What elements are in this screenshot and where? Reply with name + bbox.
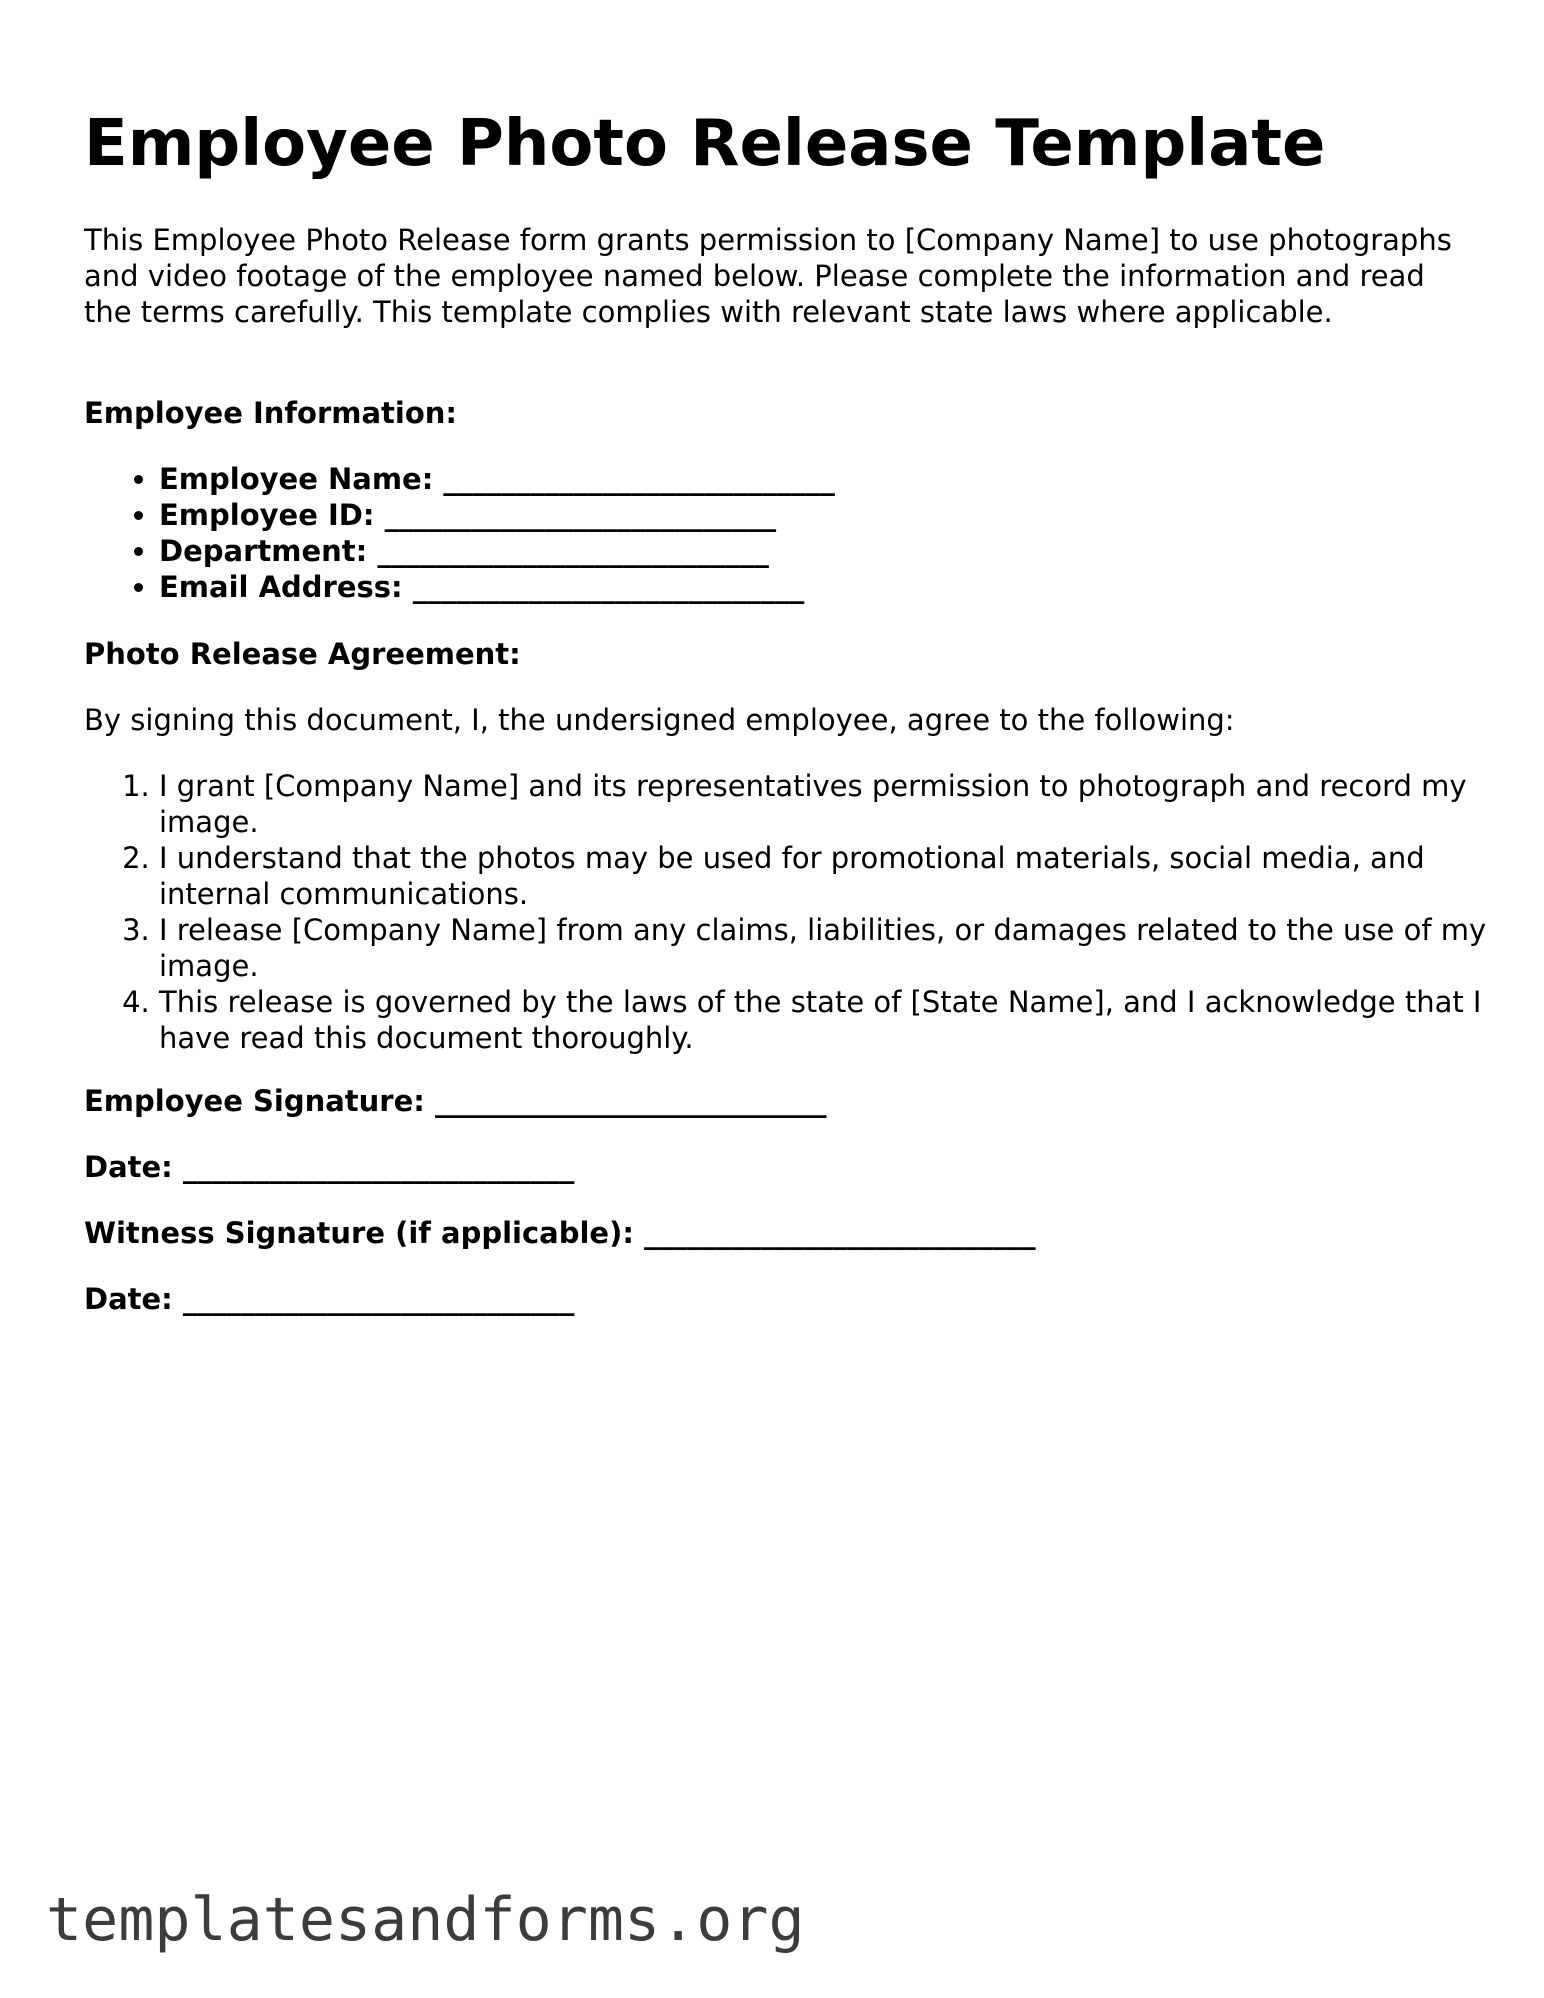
term-item: 2. I understand that the photos may be used for promotional materials, social media, and internal communications.	[159, 840, 1535, 912]
employee-name-label: Employee Name:	[159, 462, 434, 496]
witness-signature-label: Witness Signature (if applicable):	[84, 1216, 634, 1250]
witness-date-line	[84, 1281, 574, 1317]
intro-paragraph: This Employee Photo Release form grants permission to [Company Name] to use photographs and video footage of the employee named below. Please complete the information and read the terms carefully. This template complies with relevant state laws where applicable.	[84, 223, 1452, 329]
employee-info-heading: Employee Information:	[84, 396, 458, 430]
email-address-field[interactable]: ___________________________	[412, 570, 805, 604]
employee-id-field[interactable]: ___________________________	[384, 498, 777, 532]
term-item: 1. I grant [Company Name] and its representatives permission to photograph and record my image.	[159, 768, 1535, 840]
employee-date-field[interactable]: ___________________________	[182, 1150, 575, 1184]
agreement-lead: By signing this document, I, the undersigned employee, agree to the following:	[84, 703, 1235, 737]
department-field[interactable]: ___________________________	[377, 534, 769, 568]
witness-signature-line	[84, 1215, 1036, 1251]
term-item: 3. I release [Company Name] from any claims, liabilities, or damages related to the use of my image.	[159, 912, 1535, 984]
agreement-heading: Photo Release Agreement:	[84, 637, 521, 671]
page-title: Employee Photo Release Template	[84, 107, 1326, 181]
employee-signature-label: Employee Signature:	[84, 1084, 425, 1118]
list-item	[159, 497, 835, 533]
employee-id-label: Employee ID:	[159, 498, 375, 532]
list-item	[159, 461, 835, 497]
witness-date-field[interactable]: ___________________________	[182, 1282, 575, 1316]
terms-list	[84, 768, 1535, 1056]
list-item	[159, 569, 835, 605]
employee-info-list	[84, 461, 835, 605]
employee-signature-field[interactable]: ___________________________	[434, 1084, 827, 1118]
employee-signature-line	[84, 1083, 826, 1119]
employee-date-line	[84, 1149, 574, 1185]
term-item: 4. This release is governed by the laws of the state of [State Name], and I acknowledge that I have read this document thoroughly.	[159, 984, 1535, 1056]
employee-name-field[interactable]: ___________________________	[443, 462, 835, 496]
list-item	[159, 533, 835, 569]
witness-date-label: Date:	[84, 1282, 173, 1316]
witness-signature-field[interactable]: ___________________________	[644, 1216, 1036, 1250]
employee-date-label: Date:	[84, 1150, 173, 1184]
department-label: Department:	[159, 534, 368, 568]
email-address-label: Email Address:	[159, 570, 403, 604]
watermark-text: templatesandforms.org	[46, 1885, 805, 1955]
